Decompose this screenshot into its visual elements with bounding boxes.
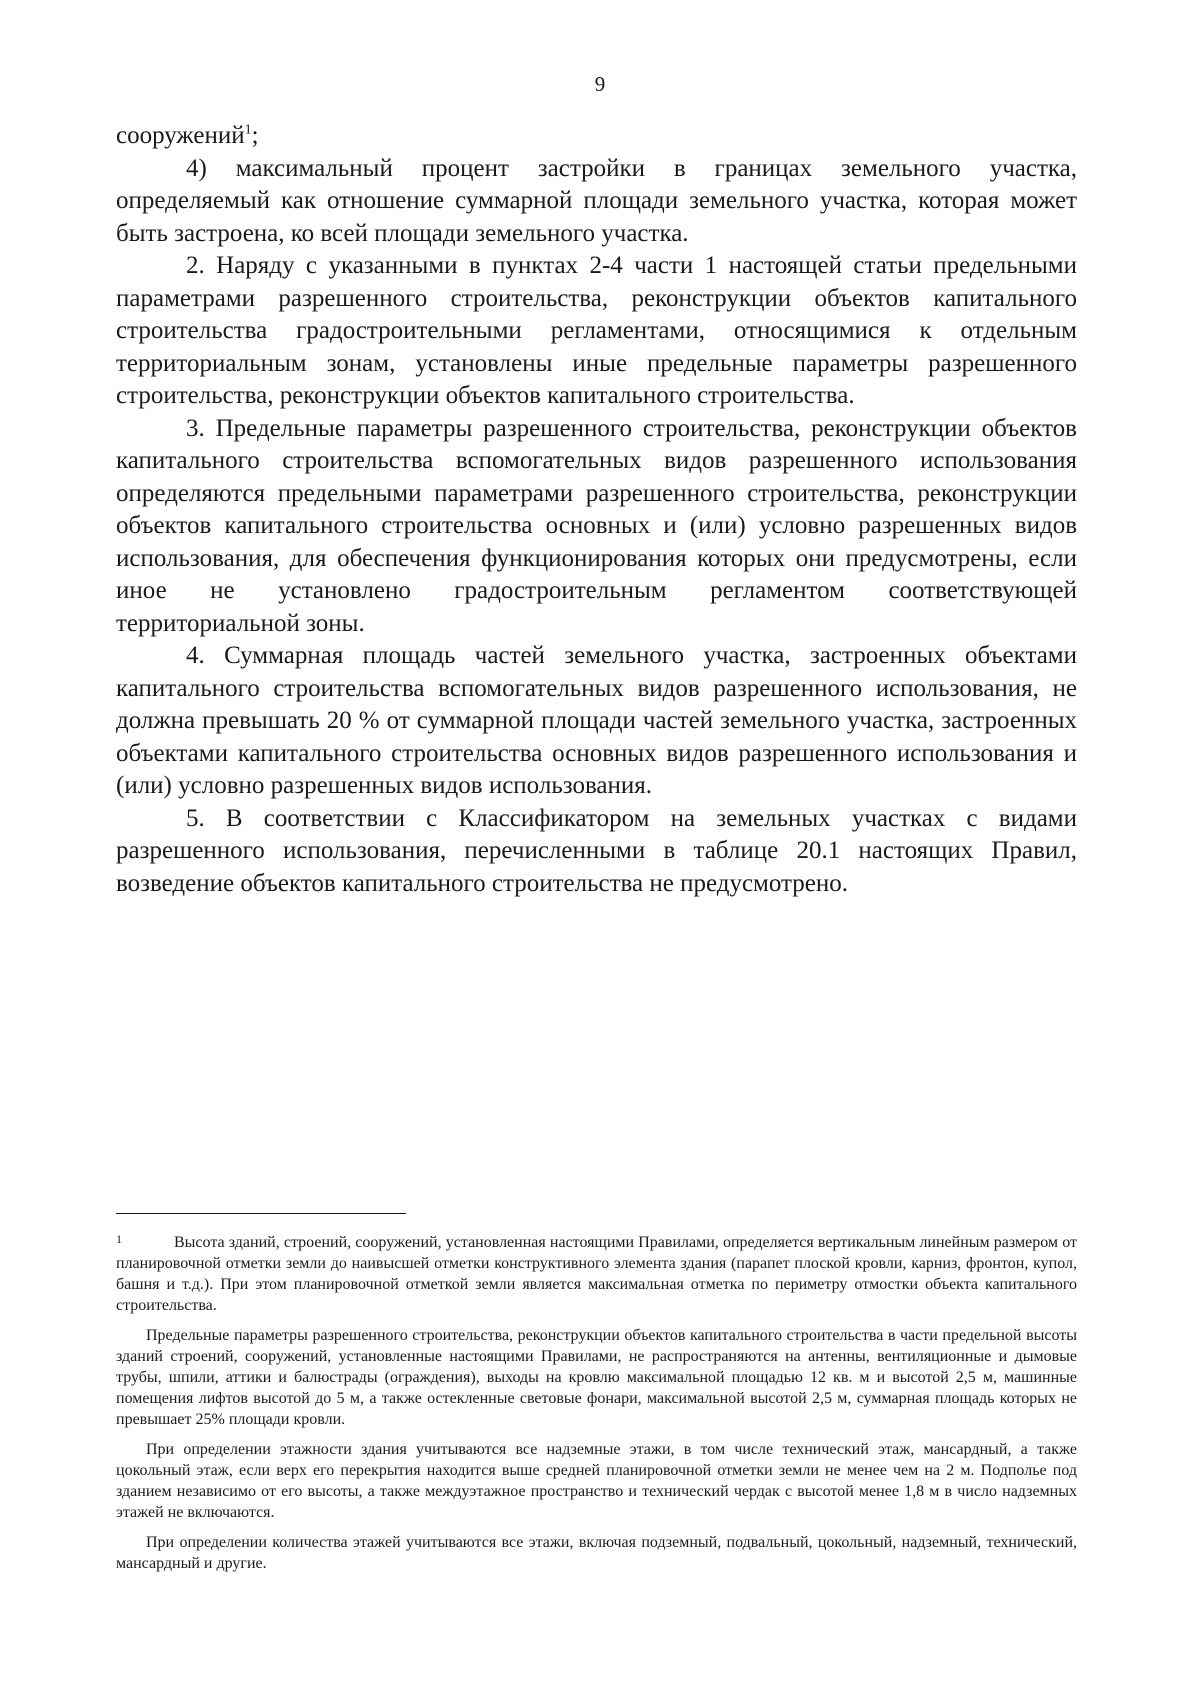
footnote-separator bbox=[116, 1213, 406, 1214]
page-number: 9 bbox=[594, 72, 606, 96]
footnotes bbox=[116, 1232, 1077, 1583]
footnote-reference[interactable]: 1 bbox=[244, 122, 252, 138]
main-text bbox=[116, 120, 1077, 900]
footnote-marker: 1 bbox=[116, 1232, 122, 1246]
footnote-paragraph-3: При определении этажности здания учитываются все надземные этажи, в том числе технический этаж, мансардный, а также цокольный этаж, если верх его перекрытия находится выше средней планировочной отметки земли не менее чем на 2 м. Подполье под зданием независимо от его высоты, а также междуэтажное пространство и технический чердак с высотой менее 1,8 м в число надземных этажей не включаются. bbox=[116, 1441, 1077, 1521]
footnote-1-text: Высота зданий, строений, сооружений, установленная настоящими Правилами, определяется вертикальным линейным размером от планировочной отметки земли до наивысшей отметки конструктивного элемента здания (парапет плоской кровли, карниз, фронтон, купол, башня и т.д.). При этом планировочной отметкой земли является максимальная отметка по периметру отмостки объекта капитального строительства. bbox=[116, 1234, 1077, 1314]
paragraph-5: 5. В соответствии с Классификатором на земельных участках с видами разрешенного использования, перечисленными в таблице 20.1 настоящих Правил, возведение объектов капитального строительства не предусмотрено. bbox=[116, 804, 1077, 897]
footnote-paragraph-4: При определении количества этажей учитываются все этажи, включая подземный, подвальный, цокольный, надземный, технический, мансардный и другие. bbox=[116, 1534, 1077, 1572]
item-4: 4) максимальный процент застройки в границах земельного участка, определяемый как отношение суммарной площади земельного участка, которая может быть застроена, ко всей площади земельного участка. bbox=[116, 154, 1077, 247]
continuation-tail: ; bbox=[251, 122, 259, 149]
paragraph-2: 2. Наряду с указанными в пунктах 2-4 части 1 настоящей статьи предельными параметрами разрешенного строительства, реконструкции объектов капитального строительства градостроительными регламентами, относящимися к отдельным территориальным зонам, установлены иные предельные параметры разрешенного строительства, реконструкции объектов капитального строительства. bbox=[116, 252, 1077, 409]
footnote-1 bbox=[116, 1232, 1077, 1316]
paragraph-3: 3. Предельные параметры разрешенного строительства, реконструкции объектов капитального строительства вспомогательных видов разрешенного использования определяются предельными параметрами разрешенного строительства, реконструкции объектов капитального строительства основных и (или) условно разрешенных видов использования, для обеспечения функционирования которых они предусмотрены, если иное не установлено градостроительным регламентом соответствующей территориальной зоны. bbox=[116, 414, 1077, 637]
paragraph-4: 4. Суммарная площадь частей земельного участка, застроенных объектами капитального строительства вспомогательных видов разрешенного использования, не должна превышать 20 % от суммарной площади частей земельного участка, застроенных объектами капитального строительства основных видов разрешенного использования и (или) условно разрешенных видов использования. bbox=[116, 642, 1077, 799]
continuation-line bbox=[116, 120, 1077, 153]
continuation-text: сооружений bbox=[116, 122, 245, 149]
footnote-paragraph-2: Предельные параметры разрешенного строительства, реконструкции объектов капитального строительства в части предельной высоты зданий строений, сооружений, установленные настоящими Правилами, не распространяются на антенны, вентиляционные и дымовые трубы, шпили, аттики и балюстрады (ограждения), выходы на кровлю максимальной площадью 12 кв. м и высотой 2,5 м, машинные помещения лифтов высотой до 5 м, а также остекленные световые фонари, максимальной высотой 2,5 м, суммарная площадь которых не превышает 25% площади кровли. bbox=[116, 1327, 1077, 1428]
